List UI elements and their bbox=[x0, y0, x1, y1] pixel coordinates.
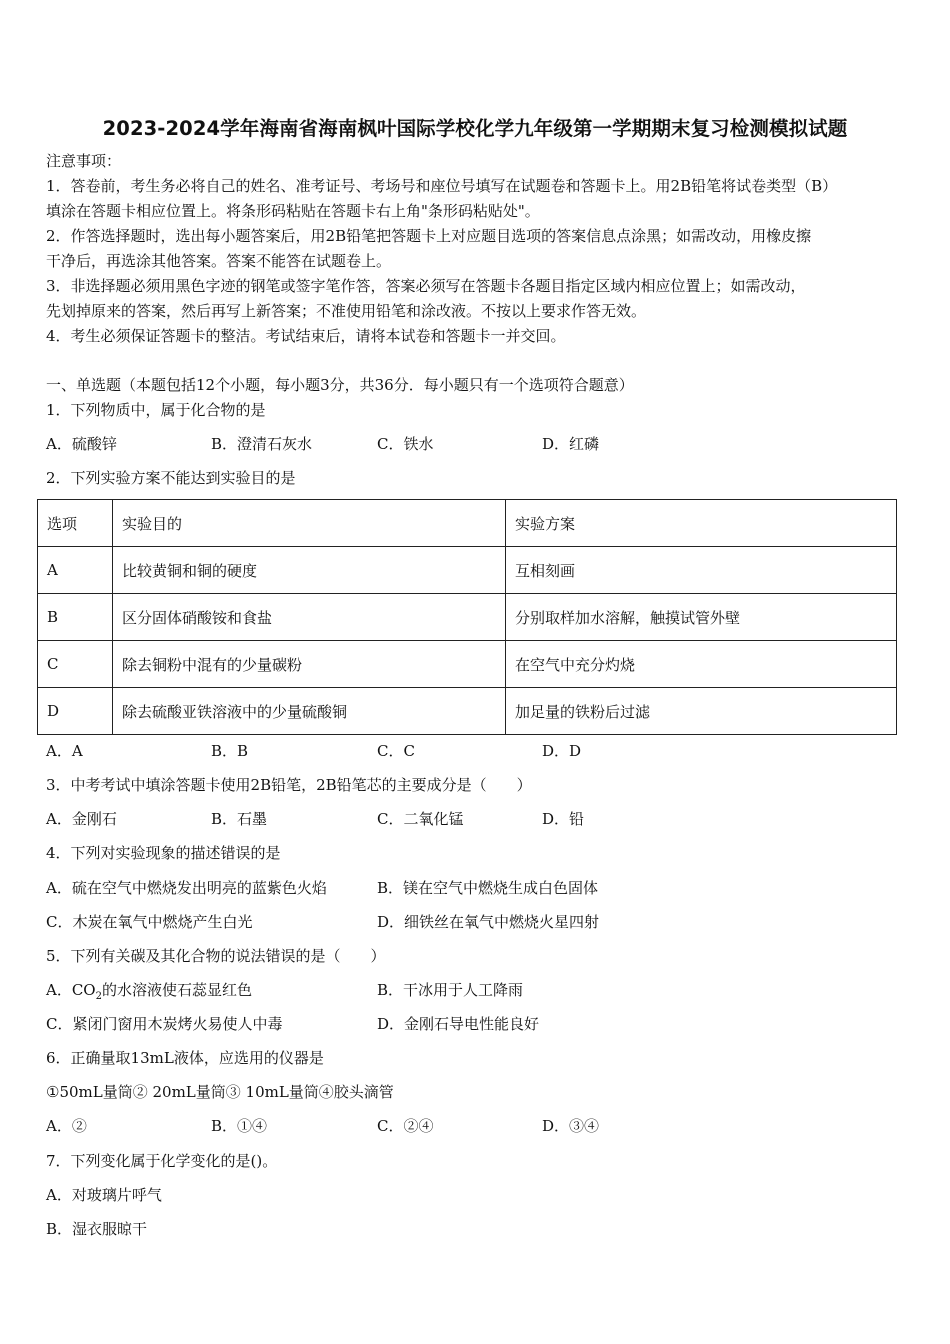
q1-option-a: A．硫酸锌 bbox=[46, 435, 117, 453]
q3-option-c: C．二氧化锰 bbox=[377, 810, 464, 828]
q4-option-d: D．细铁丝在氧气中燃烧火星四射 bbox=[377, 913, 600, 931]
q5-option-b: B．干冰用于人工降雨 bbox=[377, 981, 524, 999]
notice-line: 1．答卷前，考生务必将自己的姓名、准考证号、考场号和座位号填写在试题卷和答题卡上。用2B铅笔将试卷类型（B） bbox=[46, 177, 838, 195]
table-cell: 互相刻画 bbox=[506, 547, 897, 594]
q5-option-c: C．紧闭门窗用木炭烤火易使人中毒 bbox=[46, 1015, 283, 1033]
experiment-table bbox=[37, 499, 897, 735]
q5-option-a-subscript: 2 bbox=[95, 991, 102, 1002]
q6-option-c: C．②④ bbox=[377, 1117, 434, 1135]
table-header-cell: 实验方案 bbox=[506, 500, 897, 547]
table-cell: B bbox=[38, 594, 113, 641]
q1-option-d: D．红磷 bbox=[542, 435, 600, 453]
q2-option-a: A．A bbox=[46, 742, 83, 760]
q3-option-a: A．金刚石 bbox=[46, 810, 117, 828]
table-cell: D bbox=[38, 688, 113, 735]
table-cell: 加足量的铁粉后过滤 bbox=[506, 688, 897, 735]
table-cell: 分别取样加水溶解，触摸试管外壁 bbox=[506, 594, 897, 641]
q7-option-b: B．湿衣服晾干 bbox=[46, 1220, 148, 1238]
q3-option-b: B．石墨 bbox=[211, 810, 268, 828]
notice-line: 干净后，再选涂其他答案。答案不能答在试题卷上。 bbox=[46, 252, 392, 270]
question-1-stem: 1．下列物质中，属于化合物的是 bbox=[46, 401, 266, 419]
q5-option-a bbox=[46, 980, 252, 1007]
question-2-stem: 2．下列实验方案不能达到实验目的是 bbox=[46, 469, 296, 487]
section-heading: 一、单选题（本题包括12个小题，每小题3分，共36分．每小题只有一个选项符合题意） bbox=[46, 376, 634, 394]
q3-option-d: D．铅 bbox=[542, 810, 585, 828]
q4-option-c: C．木炭在氧气中燃烧产生白光 bbox=[46, 913, 253, 931]
q1-option-c: C．铁水 bbox=[377, 435, 434, 453]
table-header-row bbox=[38, 500, 897, 547]
table-cell: 除去铜粉中混有的少量碳粉 bbox=[113, 641, 506, 688]
q6-option-a: A．② bbox=[46, 1117, 87, 1135]
q5-option-a-pre: A．CO bbox=[46, 981, 96, 999]
notice-line: 3．非选择题必须用黑色字迹的钢笔或签字笔作答，答案必须写在答题卡各题目指定区域内相应位置上；如需改动， bbox=[46, 277, 806, 295]
table-header-cell: 选项 bbox=[38, 500, 113, 547]
q2-option-c: C．C bbox=[377, 742, 415, 760]
q5-option-d: D．金刚石导电性能良好 bbox=[377, 1015, 540, 1033]
notice-line: 4．考生必须保证答题卡的整洁。考试结束后，请将本试卷和答题卡一并交回。 bbox=[46, 327, 566, 345]
q2-option-d: D．D bbox=[542, 742, 582, 760]
q4-option-a: A．硫在空气中燃烧发出明亮的蓝紫色火焰 bbox=[46, 879, 327, 897]
q7-option-a: A．对玻璃片呼气 bbox=[46, 1186, 162, 1204]
question-4-stem: 4．下列对实验现象的描述错误的是 bbox=[46, 844, 281, 862]
page-title: 2023-2024学年海南省海南枫叶国际学校化学九年级第一学期期末复习检测模拟试题 bbox=[102, 117, 848, 140]
q1-option-b: B．澄清石灰水 bbox=[211, 435, 313, 453]
q2-option-b: B．B bbox=[211, 742, 249, 760]
table-cell: 区分固体硝酸铵和食盐 bbox=[113, 594, 506, 641]
table-cell: 除去硫酸亚铁溶液中的少量硫酸铜 bbox=[113, 688, 506, 735]
question-5-stem: 5．下列有关碳及其化合物的说法错误的是（ ） bbox=[46, 947, 386, 965]
table-row bbox=[38, 688, 897, 735]
table-cell: 在空气中充分灼烧 bbox=[506, 641, 897, 688]
table-row bbox=[38, 594, 897, 641]
q5-option-a-post: 的水溶液使石蕊显红色 bbox=[101, 981, 252, 999]
table-header-cell: 实验目的 bbox=[113, 500, 506, 547]
q6-option-d: D．③④ bbox=[542, 1117, 600, 1135]
table-row bbox=[38, 547, 897, 594]
notice-line: 先划掉原来的答案，然后再写上新答案；不准使用铅笔和涂改液。不按以上要求作答无效。 bbox=[46, 302, 647, 320]
question-6-stem: 6．正确量取13mL液体，应选用的仪器是 bbox=[46, 1049, 324, 1067]
table-row bbox=[38, 641, 897, 688]
q6-choices-line: ①50mL量筒② 20mL量筒③ 10mL量筒④胶头滴管 bbox=[46, 1083, 394, 1101]
table-cell: A bbox=[38, 547, 113, 594]
question-7-stem: 7．下列变化属于化学变化的是()。 bbox=[46, 1152, 278, 1170]
table-cell: 比较黄铜和铜的硬度 bbox=[113, 547, 506, 594]
notice-heading: 注意事项： bbox=[46, 152, 122, 170]
q4-option-b: B．镁在空气中燃烧生成白色固体 bbox=[377, 879, 599, 897]
q6-option-b: B．①④ bbox=[211, 1117, 268, 1135]
notice-line: 填涂在答题卡相应位置上。将条形码粘贴在答题卡右上角"条形码粘贴处"。 bbox=[46, 202, 540, 220]
notice-line: 2．作答选择题时，选出每小题答案后，用2B铅笔把答题卡上对应题目选项的答案信息点涂黑；如需改动，用橡皮擦 bbox=[46, 227, 812, 245]
question-3-stem: 3．中考考试中填涂答题卡使用2B铅笔，2B铅笔芯的主要成分是（ ） bbox=[46, 776, 532, 794]
table-cell: C bbox=[38, 641, 113, 688]
